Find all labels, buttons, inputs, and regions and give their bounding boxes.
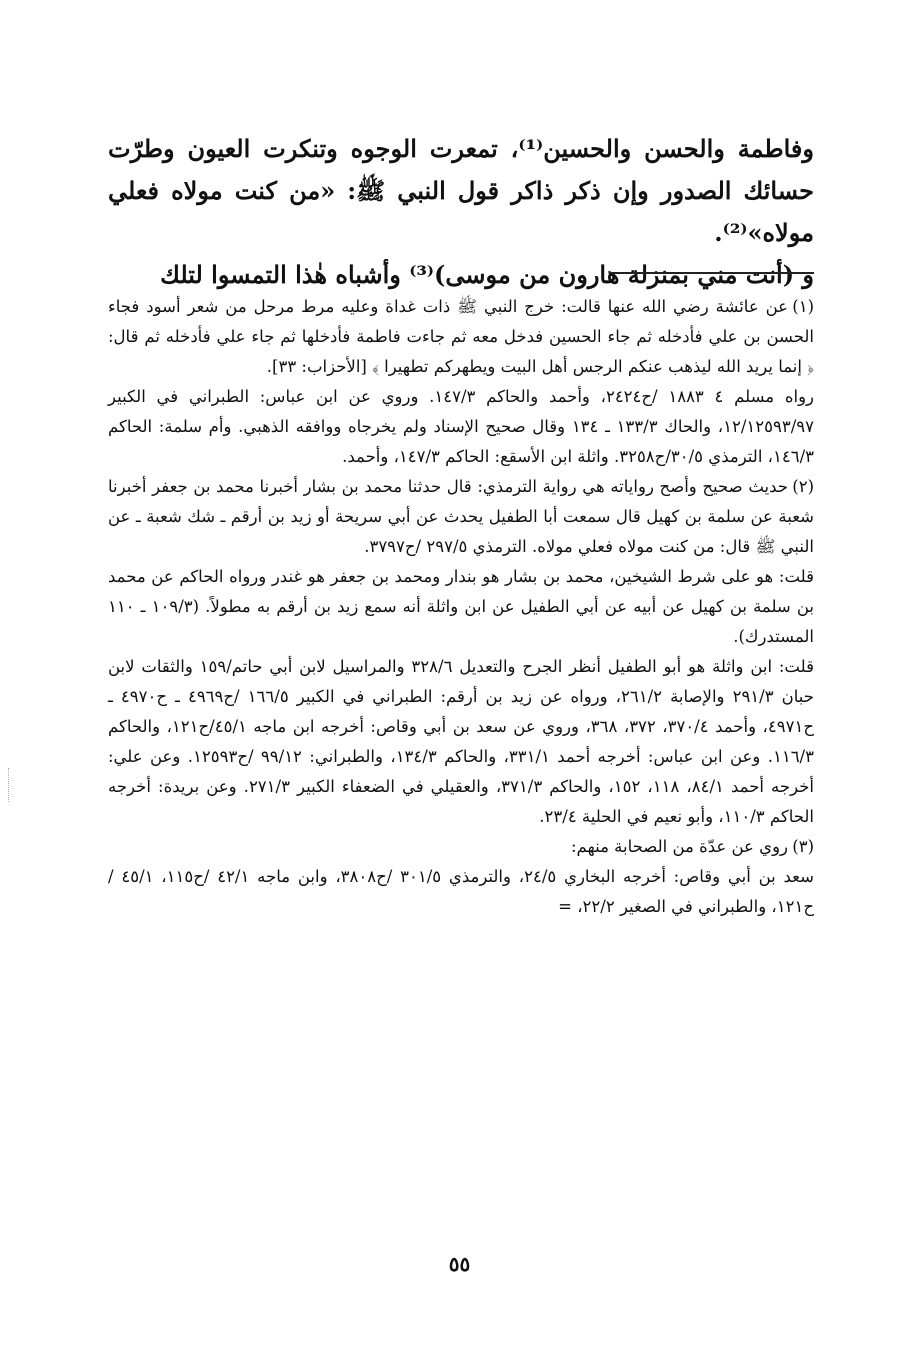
margin-mark [8,768,13,802]
footnote-text: حديث صحيح وأصح رواياته هي رواية الترمذي: قال حدثنا محمد بن بشار أخبرنا محمد بن جعفر أخبرنا شعبة عن سلمة بن كهيل قال سمعت أبا الطفيل يحدث عن أبي سريحة أو زيد بن أرقم ـ شك شعبة ـ عن النبي ﷺ قال: من كنت مولاه فعلي مولاه. الترمذي ٢٩٧/٥ /ح٣٧٩٧. [108,477,814,556]
footnote-separator [609,272,814,274]
main-paragraph: وفاطمة والحسن والحسين⁽¹⁾، تمعرت الوجوه وتنكرت العيون وطرّت حسائك الصدور وإن ذكر ذاكر قول النبي ﷺ: «من كنت مولاه فعلي مولاه»⁽²⁾. [108,134,814,247]
footnote-text: روي عن عدّة من الصحابة منهم: [570,837,788,856]
footnote-text: رواه مسلم ٤ ١٨٨٣ /ح٢٤٢٤، وأحمد والحاكم ١٤٧/٣. وروي عن ابن عباس: الطبراني في الكبير ١٢/١٢٥٩٣/٩٧، والحاك ١٣٣/٣ ـ ١٣٤ وقال صحيح الإسناد ولم يخرجاه ووافقه الذهبي. وأم سلمة: الحاكم ١٤٦/٣، الترمذي ٣٠/٥/ح٣٢٥٨. واثلة ابن الأسقع: الحاكم ١٤٧/٣، وأحمد. [108,387,815,466]
footnote-text: سعد بن أبي وقاص: أخرجه البخاري ٢٤/٥، والترمذي ٣٠١/٥ /ح٣٨٠٨، وابن ماجه ٤٢/١ /ح١١٥، ٤٥/١ /ح١٢١، والطبراني في الصغير ٢٢/٢، = [108,867,814,916]
footnote-number: (٣) [792,837,814,856]
footnote [108,472,814,832]
footnote-text: عن عائشة رضي الله عنها قالت: خرج النبي ﷺ ذات غداة وعليه مرط مرحل من شعر أسود فجاء الحسن بن علي فأدخله ثم جاء الحسين فدخل معه ثم جاءت فاطمة فأدخلها ثم جاء علي فأدخله ثم قال: ﴿ إنما يريد الله ليذهب عنكم الرجس أهل البيت ويطهركم تطهيرا ﴾ [الأحزاب: ٣٣]. [108,297,814,376]
footnote-number: (٢) [792,477,814,496]
main-text [108,128,814,296]
footnote [108,832,814,922]
footnote [108,292,814,472]
main-paragraph: و (أنت مني بمنزلة هارون من موسى)⁽³⁾ وأشباه هٰذا التمسوا لتلك [160,260,814,289]
footnote-number: (١) [792,297,814,316]
footnote-text: قلت: هو على شرط الشيخين، محمد بن بشار هو بندار ومحمد بن جعفر هو غندر ورواه الحاكم عن محمد بن سلمة بن كهيل عن أبيه عن أبي الطفيل عن ابن واثلة أنه سمع زيد بن أرقم به مطولاً. (١٠٩/٣ ـ ١١٠ المستدرك). [108,567,815,646]
page-number: ٥٥ [448,1252,471,1276]
footnotes [108,292,814,922]
footnote-text: قلت: ابن واثلة هو أبو الطفيل أنظر الجرح والتعديل ٣٢٨/٦ والمراسيل لابن أبي حاتم/١٥٩ والثقات لابن حبان ٢٩١/٣ والإصابة ٢٦١/٢، ورواه عن زيد بن أرقم: الطبراني في الكبير ١٦٦/٥ /ح٤٩٦٩ ـ ح٤٩٧٠ ـ ح٤٩٧١، وأحمد ٣٧٠/٤، ٣٧٢، ٣٦٨، وروي عن سعد بن أبي وقاص: أخرجه ابن ماجه ٤٥/١/ح١٢١، والحاكم ١١٦/٣. وعن ابن عباس: أخرجه أحمد ٣٣١/١، والحاكم ١٣٤/٣، والطبراني: ٩٩/١٢ /ح١٢٥٩٣. وعن علي: أخرجه أحمد ٨٤/١، ١١٨، ١٥٢، والحاكم ٣٧١/٣، والعقيلي في الضعفاء الكبير ٢٧١/٣. وعن بريدة: أخرجه الحاكم ١١٠/٣، وأبو نعيم في الحلية ٢٣/٤. [108,657,814,826]
